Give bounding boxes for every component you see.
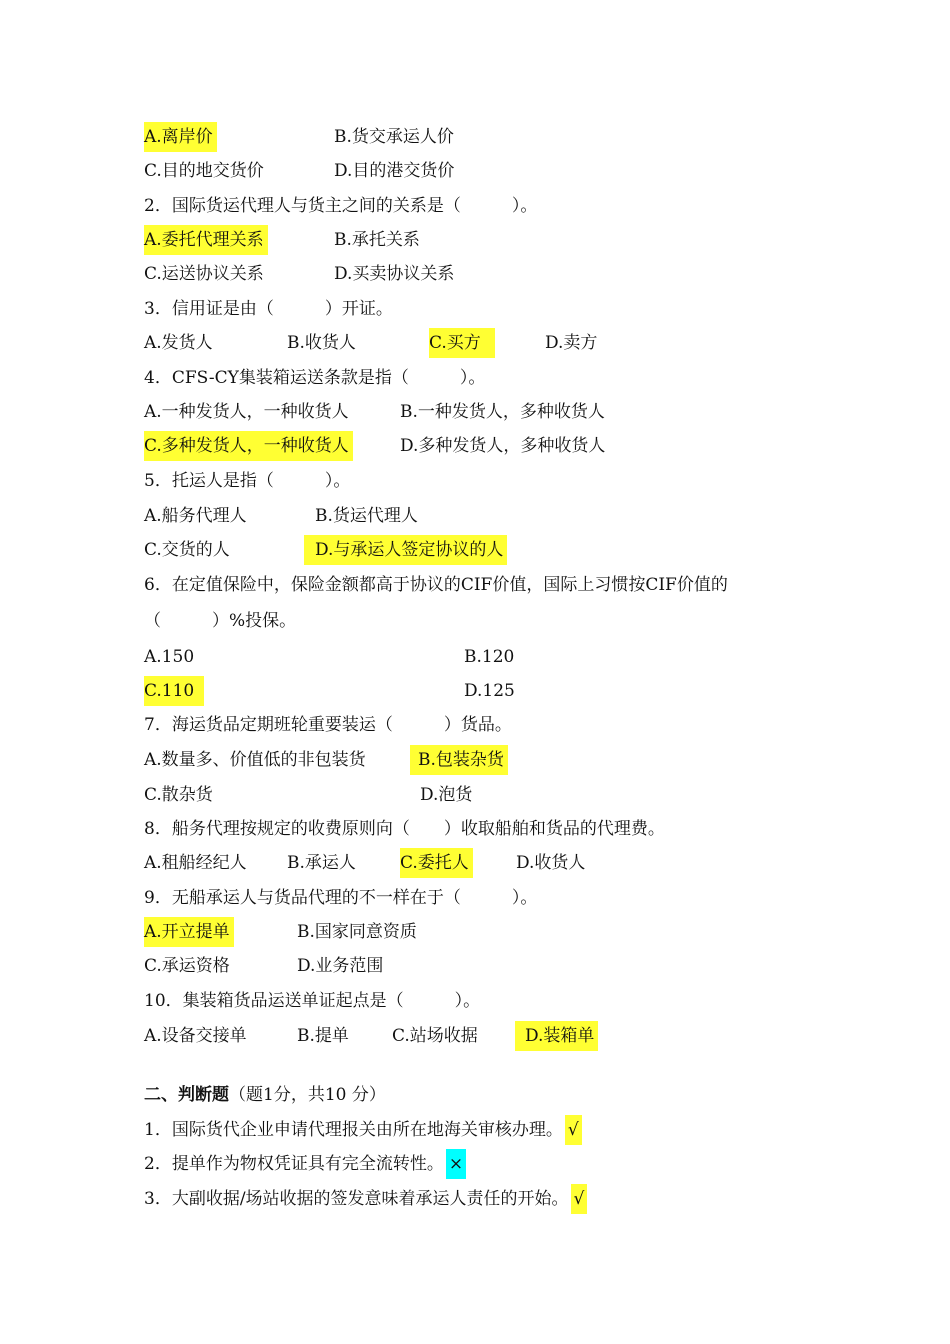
q6-option-a: A.150 [144,647,195,667]
tf-item-1 [144,1115,582,1145]
q8-stem: 8．船务代理按规定的收费原则向（ ）收取船舶和货品的代理费。 [144,819,665,839]
q5-option-d-answer: D.与承运人签定协议的人 [304,535,507,565]
tf-item-2 [144,1149,466,1179]
q3-stem: 3．信用证是由（ ）开证。 [144,299,393,319]
q7-option-d: D.泡货 [420,785,473,805]
check-mark-icon: √ [571,1184,588,1214]
q2-stem: 2．国际货运代理人与货主之间的关系是（ ）。 [144,196,538,216]
section-2-heading [144,1080,386,1110]
q4-option-a: A.一种发货人，一种收货人 [144,402,349,422]
q3-option-a: A.发货人 [144,333,213,353]
q10-stem: 10．集装箱货品运送单证起点是（ ）。 [144,991,481,1011]
q5-option-a: A.船务代理人 [144,506,247,526]
q4-option-b: B.一种发货人，多种收货人 [400,402,605,422]
tf-item-2-text: 2．提单作为物权凭证具有完全流转性。 [144,1154,444,1174]
q6-option-b: B.120 [464,647,515,667]
q10-option-d-answer: D.装箱单 [515,1021,598,1051]
q1-option-d: D.目的港交货价 [334,161,455,181]
check-mark-icon: √ [565,1115,582,1145]
q7-option-c: C.散杂货 [144,785,213,805]
q4-option-c-answer: C.多种发货人，一种收货人 [144,431,353,461]
q1-option-a-answer: A.离岸价 [144,122,217,152]
q9-option-d: D.业务范围 [297,956,384,976]
q9-stem: 9．无船承运人与货品代理的不一样在于（ ）。 [144,888,538,908]
q4-stem: 4．CFS-CY集装箱运送条款是指（ ）。 [144,368,486,388]
tf-item-1-text: 1．国际货代企业申请代理报关由所在地海关审核办理。 [144,1120,563,1140]
q10-option-c: C.站场收据 [392,1026,478,1046]
q2-option-d: D.买卖协议关系 [334,264,455,284]
q8-option-a: A.租船经纪人 [144,853,247,873]
q8-option-b: B.承运人 [287,853,356,873]
tf-item-3 [144,1184,587,1214]
q2-option-c: C.运送协议关系 [144,264,264,284]
cross-mark-icon: × [446,1149,466,1179]
q6-option-d: D.125 [464,681,515,701]
section-2-note: （题1分，共10 分） [229,1085,386,1105]
q4-option-d: D.多种发货人，多种收货人 [400,436,606,456]
q10-option-a: A.设备交接单 [144,1026,247,1046]
q1-option-b: B.货交承运人价 [334,127,454,147]
q8-option-d: D.收货人 [516,853,586,873]
q2-option-a-answer: A.委托代理关系 [144,225,268,255]
q7-option-b-answer: B.包装杂货 [410,745,508,775]
q7-option-a: A.数量多、价值低的非包装货 [144,750,366,770]
q9-option-c: C.承运资格 [144,956,230,976]
q9-option-b: B.国家同意资质 [297,922,417,942]
q7-stem: 7．海运货品定期班轮重要装运（ ）货品。 [144,715,512,735]
q5-option-c: C.交货的人 [144,540,230,560]
q5-stem: 5．托运人是指（ ）。 [144,471,351,491]
q10-option-b: B.提单 [297,1026,349,1046]
q2-option-b: B.承托关系 [334,230,420,250]
q6-stem-line-2: （ ）%投保。 [144,611,297,631]
section-2-title: 二、判断题 [144,1085,229,1105]
q3-option-d: D.卖方 [545,333,598,353]
tf-item-3-text: 3．大副收据/场站收据的签发意味着承运人责任的开始。 [144,1189,569,1209]
q9-option-a-answer: A.开立提单 [144,917,234,947]
q1-option-c: C.目的地交货价 [144,161,264,181]
q3-option-b: B.收货人 [287,333,356,353]
q3-option-c-answer: C.买方 [429,328,495,358]
q5-option-b: B.货运代理人 [315,506,418,526]
q6-stem-line-1: 6．在定值保险中，保险金额都高于协议的CIF价值，国际上习惯按CIF价值的 [144,575,728,595]
q6-option-c-answer: C.110 [144,676,204,706]
q8-option-c-answer: C.委托人 [400,848,473,878]
